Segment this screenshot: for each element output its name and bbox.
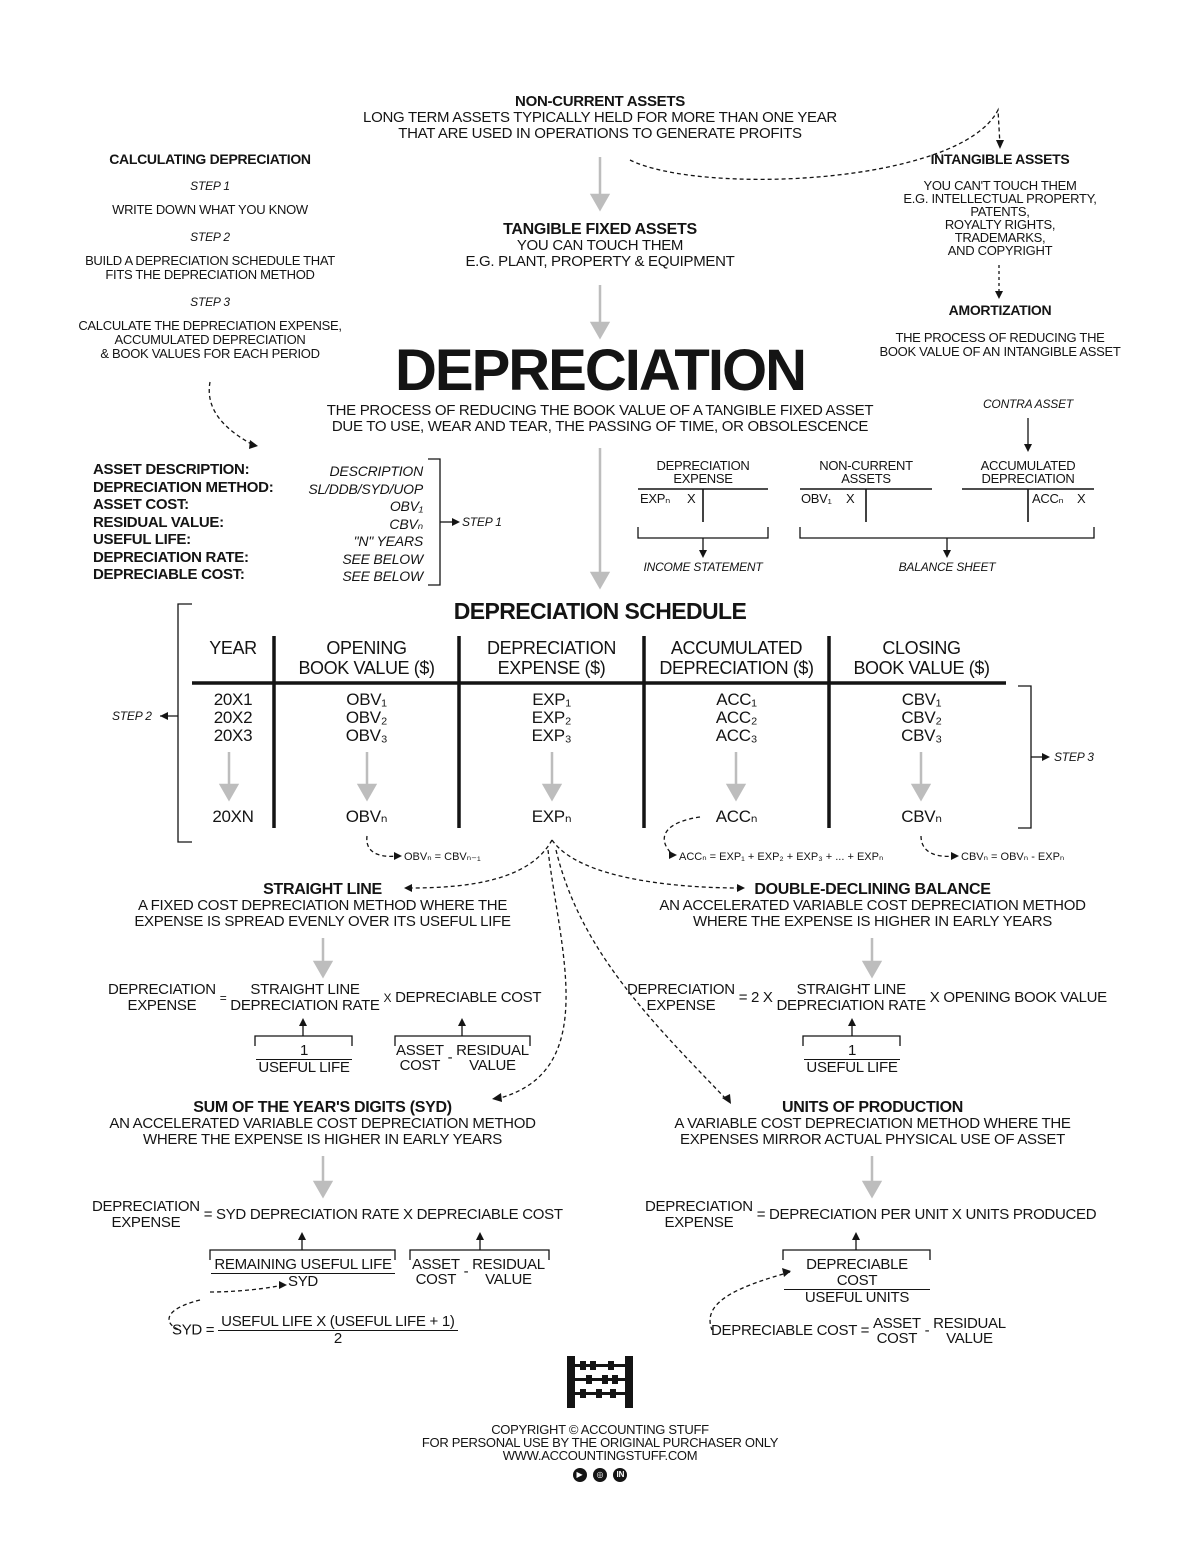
table-cell: OBV₃ [345, 726, 388, 745]
step3-bracket-label: STEP 3 [1054, 750, 1094, 764]
t-account-accumulated-right: ACCₙ [1032, 491, 1064, 506]
straight-line-desc-2: EXPENSE IS SPREAD EVENLY OVER ITS USEFUL LIFE [134, 913, 511, 930]
residual-value-1: RESIDUAL [472, 1256, 545, 1273]
tangible-assets-block [400, 221, 800, 270]
syd-definition [172, 1314, 458, 1347]
syd-desc-2: WHERE THE EXPENSE IS HIGHER IN EARLY YEARS [143, 1131, 502, 1148]
syd-block [90, 1099, 555, 1148]
straight-line-formula [108, 982, 541, 1014]
header-line-2: YEAR [209, 638, 257, 658]
calc-step3-text-2: ACCUMULATED DEPRECIATION [114, 332, 306, 347]
fraction-num: 1 [299, 1042, 309, 1059]
table-cell: CBV₂ [901, 708, 942, 727]
ddb-rate-2: DEPRECIATION RATE [776, 997, 926, 1014]
asset-info-value: SEE BELOW [342, 550, 423, 567]
asset-info-row [93, 480, 423, 498]
table-cell: ACC₂ [715, 708, 758, 727]
intangible-desc-5: TRADEMARKS, [954, 230, 1046, 245]
instagram-icon[interactable]: ◎ [593, 1468, 607, 1482]
ddb-mid: = 2 X [738, 989, 773, 1006]
uop-desc-2: EXPENSES MIRROR ACTUAL PHYSICAL USE OF ASSET [680, 1131, 1065, 1148]
calculating-title: CALCULATING DEPRECIATION [109, 151, 311, 167]
fraction-num: DEPRECIABLE COST [784, 1257, 930, 1290]
depreciation-desc-2: DUE TO USE, WEAR AND TEAR, THE PASSING OF TIME, OR OBSOLESCENCE [331, 418, 869, 435]
t-account-noncurrent-left: OBV₁ [801, 491, 832, 506]
schedule-col-accumulated [644, 691, 829, 745]
amortization-desc-1: THE PROCESS OF REDUCING THE [895, 330, 1105, 345]
t-account-noncurrent-title-2: ASSETS [841, 471, 891, 486]
schedule-header-expense [459, 638, 644, 678]
linkedin-icon[interactable]: IN [613, 1468, 627, 1482]
fraction-den: 2 [333, 1330, 342, 1347]
syd-lhs [92, 1199, 200, 1231]
ddb-desc-1: AN ACCELERATED VARIABLE COST DEPRECIATION METHOD [659, 897, 1086, 914]
footer-website[interactable]: WWW.ACCOUNTINGSTUFF.COM [502, 1448, 698, 1463]
table-cell: EXP₁ [532, 690, 571, 709]
uop-lhs-1: DEPRECIATION [645, 1198, 753, 1215]
residual-value-2: VALUE [946, 1330, 993, 1347]
uop-dc-lhs: DEPRECIABLE COST = [711, 1322, 870, 1339]
sl-eq: = [219, 991, 227, 1005]
table-cell: 20XN [212, 807, 254, 826]
syd-lhs-2: EXPENSE [111, 1214, 181, 1231]
asset-cost-1: ASSET [396, 1042, 444, 1059]
sl-rate [230, 982, 379, 1014]
header-line-1: CLOSING [882, 638, 961, 658]
sl-rate-2: DEPRECIATION RATE [230, 997, 380, 1014]
calc-step3-label: STEP 3 [190, 295, 230, 309]
t-account-noncurrent-title-1: NON-CURRENT [819, 458, 913, 473]
asset-cost-2: COST [876, 1330, 918, 1347]
syd-formula [92, 1199, 563, 1231]
ddb-lhs [627, 982, 735, 1014]
table-cell: EXP₃ [531, 726, 572, 745]
intangible-desc-3: PATENTS, [970, 204, 1030, 219]
header-line-2: BOOK VALUE ($) [853, 658, 990, 678]
asset-info-label: USEFUL LIFE: [93, 531, 191, 548]
fraction-num: 1 [847, 1042, 857, 1059]
footer [350, 1423, 850, 1482]
residual-value [472, 1257, 545, 1287]
t-account-expense-title-1: DEPRECIATION [656, 458, 750, 473]
fraction-den: USEFUL LIFE [256, 1059, 352, 1076]
abacus-logo-icon [566, 1356, 634, 1408]
minus: - [924, 1322, 930, 1339]
residual-value [456, 1043, 529, 1073]
ddb-block [640, 881, 1105, 930]
asset-info-row [93, 497, 423, 515]
ddb-lhs-1: DEPRECIATION [627, 981, 735, 998]
t-account-noncurrent-title [800, 459, 932, 485]
table-cell: OBV₂ [345, 708, 388, 727]
asset-cost [412, 1257, 460, 1287]
sl-lhs-2: EXPENSE [127, 997, 197, 1014]
sl-cost: DEPRECIABLE COST [395, 989, 542, 1006]
syd-lhs-1: DEPRECIATION [92, 1198, 200, 1215]
calc-step1-text: WRITE DOWN WHAT YOU KNOW [112, 202, 308, 217]
asset-cost [873, 1316, 921, 1346]
fraction-den: USEFUL LIFE [804, 1059, 900, 1076]
formula-acc: ACCₙ = EXP₁ + EXP₂ + EXP₃ + ... + EXPₙ [679, 851, 884, 863]
asset-info-label: RESIDUAL VALUE: [93, 513, 224, 531]
table-cell: OBV₁ [346, 690, 387, 709]
fraction-num: USEFUL LIFE X (USEFUL LIFE + 1) [218, 1314, 457, 1331]
fraction-num: REMAINING USEFUL LIFE [211, 1257, 395, 1274]
sl-times: X [383, 991, 392, 1005]
youtube-icon[interactable]: ▶ [573, 1468, 587, 1482]
residual-value-2: VALUE [485, 1271, 532, 1288]
t-account-expense-x: X [687, 491, 696, 506]
schedule-header-closing [829, 638, 1014, 678]
residual-value [933, 1316, 1006, 1346]
residual-value-1: RESIDUAL [933, 1315, 1006, 1332]
intangible-desc-6: AND COPYRIGHT [947, 243, 1053, 258]
header-line-1: OPENING [326, 638, 407, 658]
fraction [211, 1257, 395, 1290]
noncurrent-assets-block [300, 94, 900, 142]
ddb-rate-1: STRAIGHT LINE [796, 981, 906, 998]
tangible-title: TANGIBLE FIXED ASSETS [503, 221, 697, 238]
syd-def-lhs: SYD = [172, 1321, 215, 1339]
table-cell: CBV₁ [901, 690, 942, 709]
uop-formula [645, 1199, 1096, 1231]
header-line-1: DEPRECIATION [487, 638, 616, 658]
asset-info-value: DESCRIPTION [329, 463, 423, 479]
asset-info-label: ASSET DESCRIPTION: [93, 461, 250, 478]
table-cell: EXPₙ [531, 807, 572, 826]
fraction-den: USEFUL UNITS [804, 1289, 910, 1306]
minus: - [463, 1263, 469, 1280]
table-cell: ACC₁ [716, 690, 757, 709]
t-account-accumulated-title [962, 459, 1094, 485]
asset-info-list [93, 462, 423, 585]
table-cell: EXP₂ [531, 708, 572, 727]
t-account-noncurrent-x: X [846, 491, 855, 506]
step2-bracket-label: STEP 2 [112, 709, 152, 723]
calc-step2-label: STEP 2 [190, 230, 230, 244]
ddb-rate [777, 982, 926, 1014]
minus: - [447, 1049, 453, 1066]
amortization-title: AMORTIZATION [948, 302, 1052, 318]
footer-license: FOR PERSONAL USE BY THE ORIGINAL PURCHASER ONLY [421, 1435, 779, 1450]
t-account-expense-title-2: EXPENSE [673, 471, 733, 486]
formula-obv: OBVₙ = CBVₙ₋₁ [404, 851, 481, 863]
calc-step2-text-1: BUILD A DEPRECIATION SCHEDULE THAT [85, 253, 335, 268]
intangible-desc-4: ROYALTY RIGHTS, [944, 217, 1056, 232]
schedule-header-accumulated [644, 638, 829, 678]
asset-info-label: DEPRECIATION METHOD: [93, 478, 274, 496]
calc-step3-text-1: CALCULATE THE DEPRECIATION EXPENSE, [78, 318, 342, 333]
social-icons [572, 1464, 629, 1482]
asset-info-row [93, 515, 423, 533]
depreciation-title: DEPRECIATION [395, 338, 805, 403]
straight-line-desc-1: A FIXED COST DEPRECIATION METHOD WHERE THE [137, 897, 508, 914]
sl-lhs [108, 982, 216, 1014]
ddb-rhs: X OPENING BOOK VALUE [929, 989, 1107, 1006]
syd-rhs: = SYD DEPRECIATION RATE X DEPRECIABLE COST [203, 1206, 563, 1223]
table-cell: ACCₙ [715, 807, 758, 826]
straight-line-block [100, 881, 545, 930]
intangible-desc-1: YOU CAN'T TOUCH THEM [923, 178, 1077, 193]
syd-title: SUM OF THE YEAR'S DIGITS (SYD) [193, 1099, 452, 1116]
asset-info-value: OBV₁ [389, 498, 423, 514]
asset-info-value: "N" YEARS [353, 533, 423, 549]
uop-block [640, 1099, 1105, 1148]
asset-info-value: SL/DDB/SYD/UOP [308, 480, 423, 497]
schedule-col-closing [829, 691, 1014, 745]
asset-info-value: CBVₙ [389, 515, 423, 532]
schedule-header-opening [274, 638, 459, 678]
table-cell: CBVₙ [901, 807, 942, 826]
uop-desc-1: A VARIABLE COST DEPRECIATION METHOD WHERE THE [674, 1115, 1071, 1132]
header-line-2: EXPENSE ($) [497, 658, 606, 678]
intangible-assets-block [860, 152, 1140, 257]
calculating-depreciation-block [60, 152, 360, 361]
fraction [256, 1043, 352, 1076]
noncurrent-desc-1: LONG TERM ASSETS TYPICALLY HELD FOR MORE THAN ONE YEAR [363, 109, 837, 126]
formula-cbv: CBVₙ = OBVₙ - EXPₙ [961, 851, 1065, 863]
asset-info-row [93, 567, 423, 585]
sl-rate-1: STRAIGHT LINE [250, 981, 360, 998]
asset-info-row [93, 532, 423, 550]
asset-cost-1: ASSET [412, 1256, 460, 1273]
schedule-col-year [192, 691, 274, 745]
t-account-expense-title [638, 459, 768, 485]
residual-value-2: VALUE [469, 1057, 516, 1074]
header-line-2: DEPRECIATION ($) [659, 658, 814, 678]
syd-rate-fraction [211, 1257, 395, 1290]
ddb-lhs-2: EXPENSE [646, 997, 716, 1014]
ddb-title: DOUBLE-DECLINING BALANCE [754, 881, 991, 898]
asset-cost-1: ASSET [873, 1315, 921, 1332]
table-cell: 20X2 [213, 708, 253, 727]
asset-info-label: DEPRECIATION RATE: [93, 548, 249, 566]
sl-rate-fraction [256, 1043, 352, 1076]
asset-cost-2: COST [399, 1057, 441, 1074]
asset-info-value: SEE BELOW [342, 568, 423, 584]
uop-rhs: = DEPRECIATION PER UNIT X UNITS PRODUCED [756, 1206, 1097, 1223]
schedule-header-year [192, 638, 274, 658]
amortization-desc-2: BOOK VALUE OF AN INTANGIBLE ASSET [879, 344, 1121, 359]
fraction [784, 1257, 930, 1306]
t-account-expense-left: EXPₙ [640, 491, 670, 506]
header-line-1: ACCUMULATED [670, 638, 803, 658]
ddb-formula [627, 982, 1107, 1014]
balance-sheet-label: BALANCE SHEET [898, 560, 996, 574]
t-account-accumulated-title-1: ACCUMULATED [980, 458, 1076, 473]
t-account-accumulated-title-2: DEPRECIATION [981, 471, 1075, 486]
residual-value-1: RESIDUAL [456, 1042, 529, 1059]
tangible-desc-2: E.G. PLANT, PROPERTY & EQUIPMENT [465, 253, 735, 270]
asset-info-row [93, 462, 423, 480]
income-statement-label: INCOME STATEMENT [643, 560, 763, 574]
t-account-accumulated-x: X [1077, 491, 1086, 506]
footer-copyright: COPYRIGHT © ACCOUNTING STUFF [491, 1422, 709, 1437]
calc-step2-text-2: FITS THE DEPRECIATION METHOD [105, 267, 315, 282]
straight-line-title: STRAIGHT LINE [263, 881, 382, 898]
schedule-title: DEPRECIATION SCHEDULE [453, 598, 747, 624]
step1-bracket-label: STEP 1 [462, 515, 502, 529]
asset-cost-2: COST [415, 1271, 457, 1288]
schedule-col-expense [459, 691, 644, 745]
intangible-title: INTANGIBLE ASSETS [930, 151, 1070, 167]
noncurrent-desc-2: THAT ARE USED IN OPERATIONS TO GENERATE PROFITS [398, 125, 802, 142]
ddb-desc-2: WHERE THE EXPENSE IS HIGHER IN EARLY YEARS [693, 913, 1052, 930]
table-cell: CBV₃ [901, 726, 942, 745]
asset-info-row [93, 550, 423, 568]
fraction [804, 1043, 900, 1076]
table-cell: ACC₃ [715, 726, 758, 745]
noncurrent-assets-title: NON-CURRENT ASSETS [515, 93, 685, 110]
contra-asset-label: CONTRA ASSET [982, 397, 1074, 411]
tangible-desc-1: YOU CAN TOUCH THEM [516, 237, 684, 254]
uop-lhs [645, 1199, 753, 1231]
asset-cost [396, 1043, 444, 1073]
calc-step1-label: STEP 1 [190, 179, 230, 193]
asset-info-label: DEPRECIABLE COST: [93, 566, 245, 583]
uop-rate-fraction [784, 1257, 930, 1306]
fraction [218, 1314, 457, 1347]
sl-cost-breakdown [396, 1043, 529, 1073]
table-cell: OBVₙ [345, 807, 388, 826]
depreciation-block [300, 338, 900, 435]
depreciation-desc-1: THE PROCESS OF REDUCING THE BOOK VALUE OF A TANGIBLE FIXED ASSET [326, 402, 874, 419]
syd-cost-breakdown [412, 1257, 545, 1287]
table-cell: 20X3 [213, 726, 253, 745]
uop-depreciable-cost [711, 1316, 1006, 1346]
syd-desc-1: AN ACCELERATED VARIABLE COST DEPRECIATION METHOD [109, 1115, 536, 1132]
sl-lhs-1: DEPRECIATION [108, 981, 216, 998]
schedule-col-opening [274, 691, 459, 745]
ddb-rate-fraction [804, 1043, 900, 1076]
header-line-2: BOOK VALUE ($) [298, 658, 435, 678]
asset-info-label: ASSET COST: [93, 496, 189, 513]
intangible-desc-2: E.G. INTELLECTUAL PROPERTY, [903, 191, 1097, 206]
uop-title: UNITS OF PRODUCTION [782, 1099, 963, 1116]
fraction-den: SYD [288, 1273, 318, 1290]
uop-lhs-2: EXPENSE [664, 1214, 734, 1231]
table-cell: 20X1 [213, 690, 253, 709]
calc-step3-text-3: & BOOK VALUES FOR EACH PERIOD [100, 346, 320, 361]
